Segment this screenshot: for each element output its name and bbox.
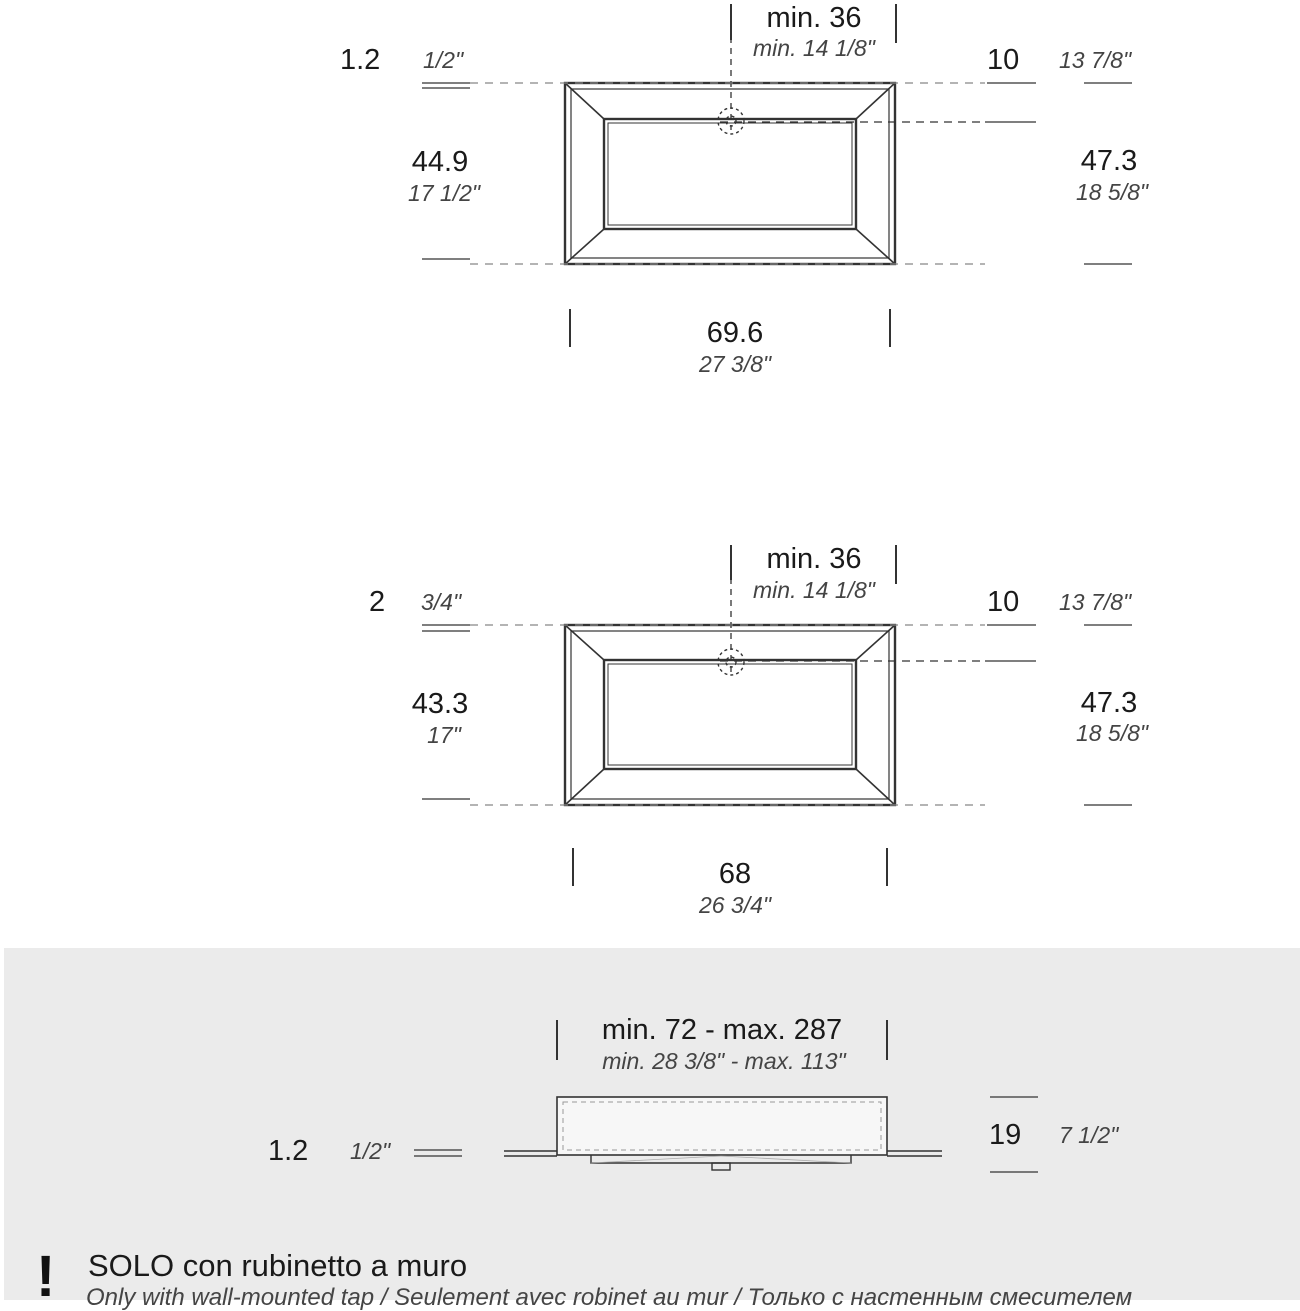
top-thickness-in: 1/2" — [350, 1138, 391, 1164]
depth-left-in-2: 17" — [427, 722, 461, 748]
tap-min-distance-in-1: min. 14 1/8" — [753, 35, 875, 61]
span-cm: min. 72 - max. 287 — [601, 1014, 843, 1046]
tap-min-distance-cm-2: min. 36 — [766, 543, 862, 575]
rim-thickness-in-1: 1/2" — [423, 47, 464, 73]
tap-min-distance-cm-1: min. 36 — [766, 2, 862, 34]
depth-right-cm-1: 47.3 — [1080, 145, 1138, 177]
back-offset-in-1: 13 7/8" — [1059, 47, 1132, 73]
note-title: SOLO con rubinetto a muro — [88, 1248, 468, 1283]
basin-top-view-1 — [565, 83, 895, 264]
drain-symbol-1 — [718, 108, 744, 134]
back-offset-cm-2: 10 — [987, 586, 1020, 618]
span-in: min. 28 3/8" - max. 113" — [602, 1048, 846, 1074]
depth-left-cm-2: 43.3 — [411, 688, 469, 720]
top-thickness-cm: 1.2 — [268, 1135, 309, 1167]
width-cm-1: 69.6 — [706, 317, 764, 349]
rim-thickness-in-2: 3/4" — [421, 589, 462, 615]
width-in-2: 26 3/4" — [698, 892, 772, 918]
width-cm-2: 68 — [718, 858, 752, 890]
height-in: 7 1/2" — [1059, 1122, 1119, 1148]
depth-left-in-1: 17 1/2" — [407, 180, 481, 206]
depth-right-in-1: 18 5/8" — [1075, 179, 1149, 205]
depth-right-in-2: 18 5/8" — [1075, 720, 1149, 746]
height-cm: 19 — [989, 1119, 1022, 1151]
width-in-1: 27 3/8" — [698, 351, 772, 377]
tap-min-distance-in-2: min. 14 1/8" — [753, 577, 875, 603]
warning-icon: ! — [36, 1244, 56, 1309]
depth-left-cm-1: 44.9 — [411, 146, 469, 178]
note-subtitle: Only with wall-mounted tap / Seulement avec robinet au mur / Только с настенным смесителем — [86, 1284, 1133, 1311]
rim-thickness-cm-2: 2 — [369, 586, 386, 618]
back-offset-cm-1: 10 — [987, 44, 1020, 76]
rim-thickness-cm-1: 1.2 — [340, 44, 381, 76]
depth-right-cm-2: 47.3 — [1080, 687, 1138, 719]
basin-side-view — [504, 1097, 942, 1170]
back-offset-in-2: 13 7/8" — [1059, 589, 1132, 615]
basin-top-view-2 — [565, 625, 895, 805]
